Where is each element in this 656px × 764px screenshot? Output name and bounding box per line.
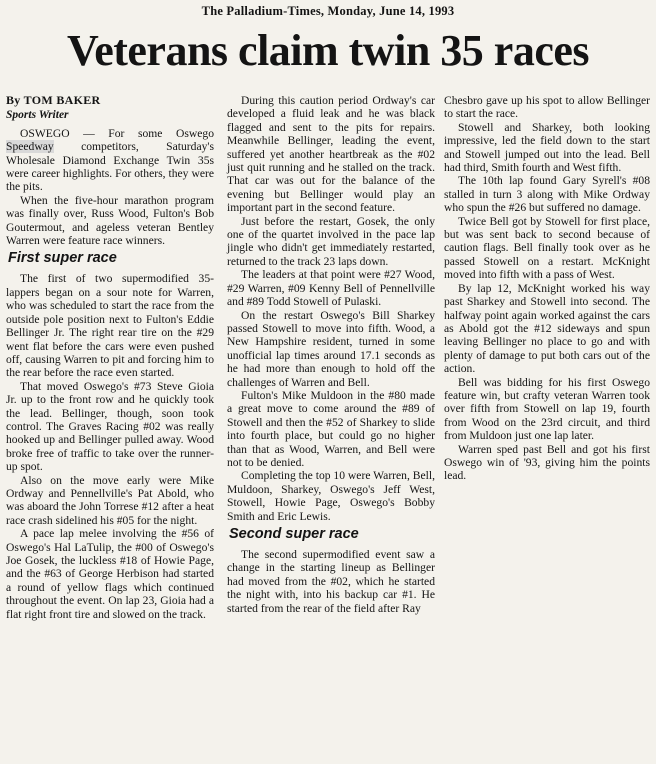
paragraph: Chesbro gave up his spot to allow Bellinger to start the race. <box>444 94 650 121</box>
paragraph: OSWEGO — For some Oswego Speedway competitors, Saturday's Wholesale Diamond Exchange Twin 35s were career highlights. For others, they were the pits. <box>6 126 214 194</box>
masthead: The Palladium-Times, Monday, June 14, 1993 <box>201 4 455 18</box>
paragraph: A pace lap melee involving the #56 of Oswego's Hal LaTulip, the #00 of Oswego's Joe Gosek, the luckless #18 of Howie Page, and the #63 of George Herbison had started a round of yellow flags which continued throughout the event. On lap 23, Gioia had a flat right front tire and slowed on the track. <box>6 527 214 621</box>
column-2 <box>227 94 435 615</box>
paragraph: Stowell and Sharkey, both looking impressive, led the field down to the start and Stowell jumped out into the lead. Bell had third, Smith fourth and West fifth. <box>444 120 650 175</box>
paragraph: Bell was bidding for his first Oswego feature win, but crafty veteran Warren took over fifth from Stowell on lap 19, fourth from Wood on the 23rd circuit, and third from Muldoon just one lap later. <box>444 375 650 443</box>
paragraph: During this caution period Ordway's car developed a fluid leak and he was black flagged and sent to the pits for repairs. Meanwhile Bellinger, leading the event, suffered yet another heartbreak as the #02 just quit running and he stalled on the track. That car was out for the balance of the evening but Bellinger would play an important part in the second feature. <box>227 94 435 215</box>
headline: Veterans claim twin 35 races <box>66 26 590 75</box>
paragraph: That moved Oswego's #73 Steve Gioia Jr. up to the front row and he quickly took the lead. Bellinger, though, soon took control. The Graves Racing #02 was really hooked up and Bellinger pulled away. Wood broke free of traffic to take over the runner-up spot. <box>6 379 214 474</box>
paragraph: The 10th lap found Gary Syrell's #08 stalled in turn 3 along with Mike Ordway who spun the #26 but suffered no damage. <box>444 174 650 215</box>
paragraph: Completing the top 10 were Warren, Bell, Muldoon, Sharkey, Oswego's Jeff West, Stowell, Howie Page, Oswego's Bobby Smith and Eric Lewis. <box>227 469 435 523</box>
subheading-first-race: First super race <box>8 250 117 267</box>
paragraph: The leaders at that point were #27 Wood, #29 Warren, #09 Kenny Bell of Pennellville and #89 Todd Stowell of Pulaski. <box>227 268 435 309</box>
byline: By TOM BAKER <box>6 93 101 107</box>
paragraph: Twice Bell got by Stowell for first place, but was sent back to second because of caution flags. Bell finally took over as he passed Stowell on a restart. McKnight moved into fifth with a pass of West. <box>444 214 650 282</box>
paragraph: Just before the restart, Gosek, the only one of the quartet involved in the pace lap jingle who didn't get immediately restarted, returned to the track 23 laps down. <box>227 214 435 268</box>
paragraph: On the restart Oswego's Bill Sharkey passed Stowell to move into fifth. Wood, a New Hampshire resident, turned in some unofficial lap times around 17.1 seconds as he had more than enough to hold off the challenges of Warren and Bell. <box>227 308 435 389</box>
author-role: Sports Writer <box>6 109 69 122</box>
paragraph: Fulton's Mike Muldoon in the #80 made a great move to come around the #89 of Stowell and then the #52 of Sharkey to slide into fourth place, but could go no higher than that as Wood, Warren, and Bell were not to be denied. <box>227 388 435 469</box>
paragraph: The first of two supermodified 35-lappers began on a sour note for Warren, who was scheduled to start the race from the outside pole position next to Fulton's Eddie Bellinger Jr. The right rear tire on the #29 went flat before the cars were even pushed off, causing Warren to pit and forcing him to the rear before the race even started. <box>6 272 214 380</box>
highlighted-word: Speedway <box>6 140 54 154</box>
paragraph: By lap 12, McKnight worked his way past Sharkey and Stowell into second. The halfway point again worked against the cars as Abold got the #12 sideways and spun leaving Bellinger no place to go and with plenty of damage to put both cars out of the action. <box>444 281 650 376</box>
paragraph: The second supermodified event saw a change in the starting lineup as Bellinger had moved from the #02, which he started the night with, into his backup car #1. He started from the rear of the field after Ray <box>227 548 435 615</box>
column-3 <box>444 94 650 483</box>
paragraph: Also on the move early were Mike Ordway and Pennellville's Pat Abold, who was aboard the John Torrese #12 after a heat race crash sidelined his #05 for the night. <box>6 473 214 527</box>
column-1 <box>6 94 214 621</box>
paragraph: When the five-hour marathon program was finally over, Russ Wood, Fulton's Bob Goutermout, and ageless veteran Bentley Warren were feature race winners. <box>6 193 214 248</box>
subheading-second-race: Second super race <box>229 526 359 542</box>
paragraph: Warren sped past Bell and got his first Oswego win of '93, giving him the points lead. <box>444 442 650 483</box>
